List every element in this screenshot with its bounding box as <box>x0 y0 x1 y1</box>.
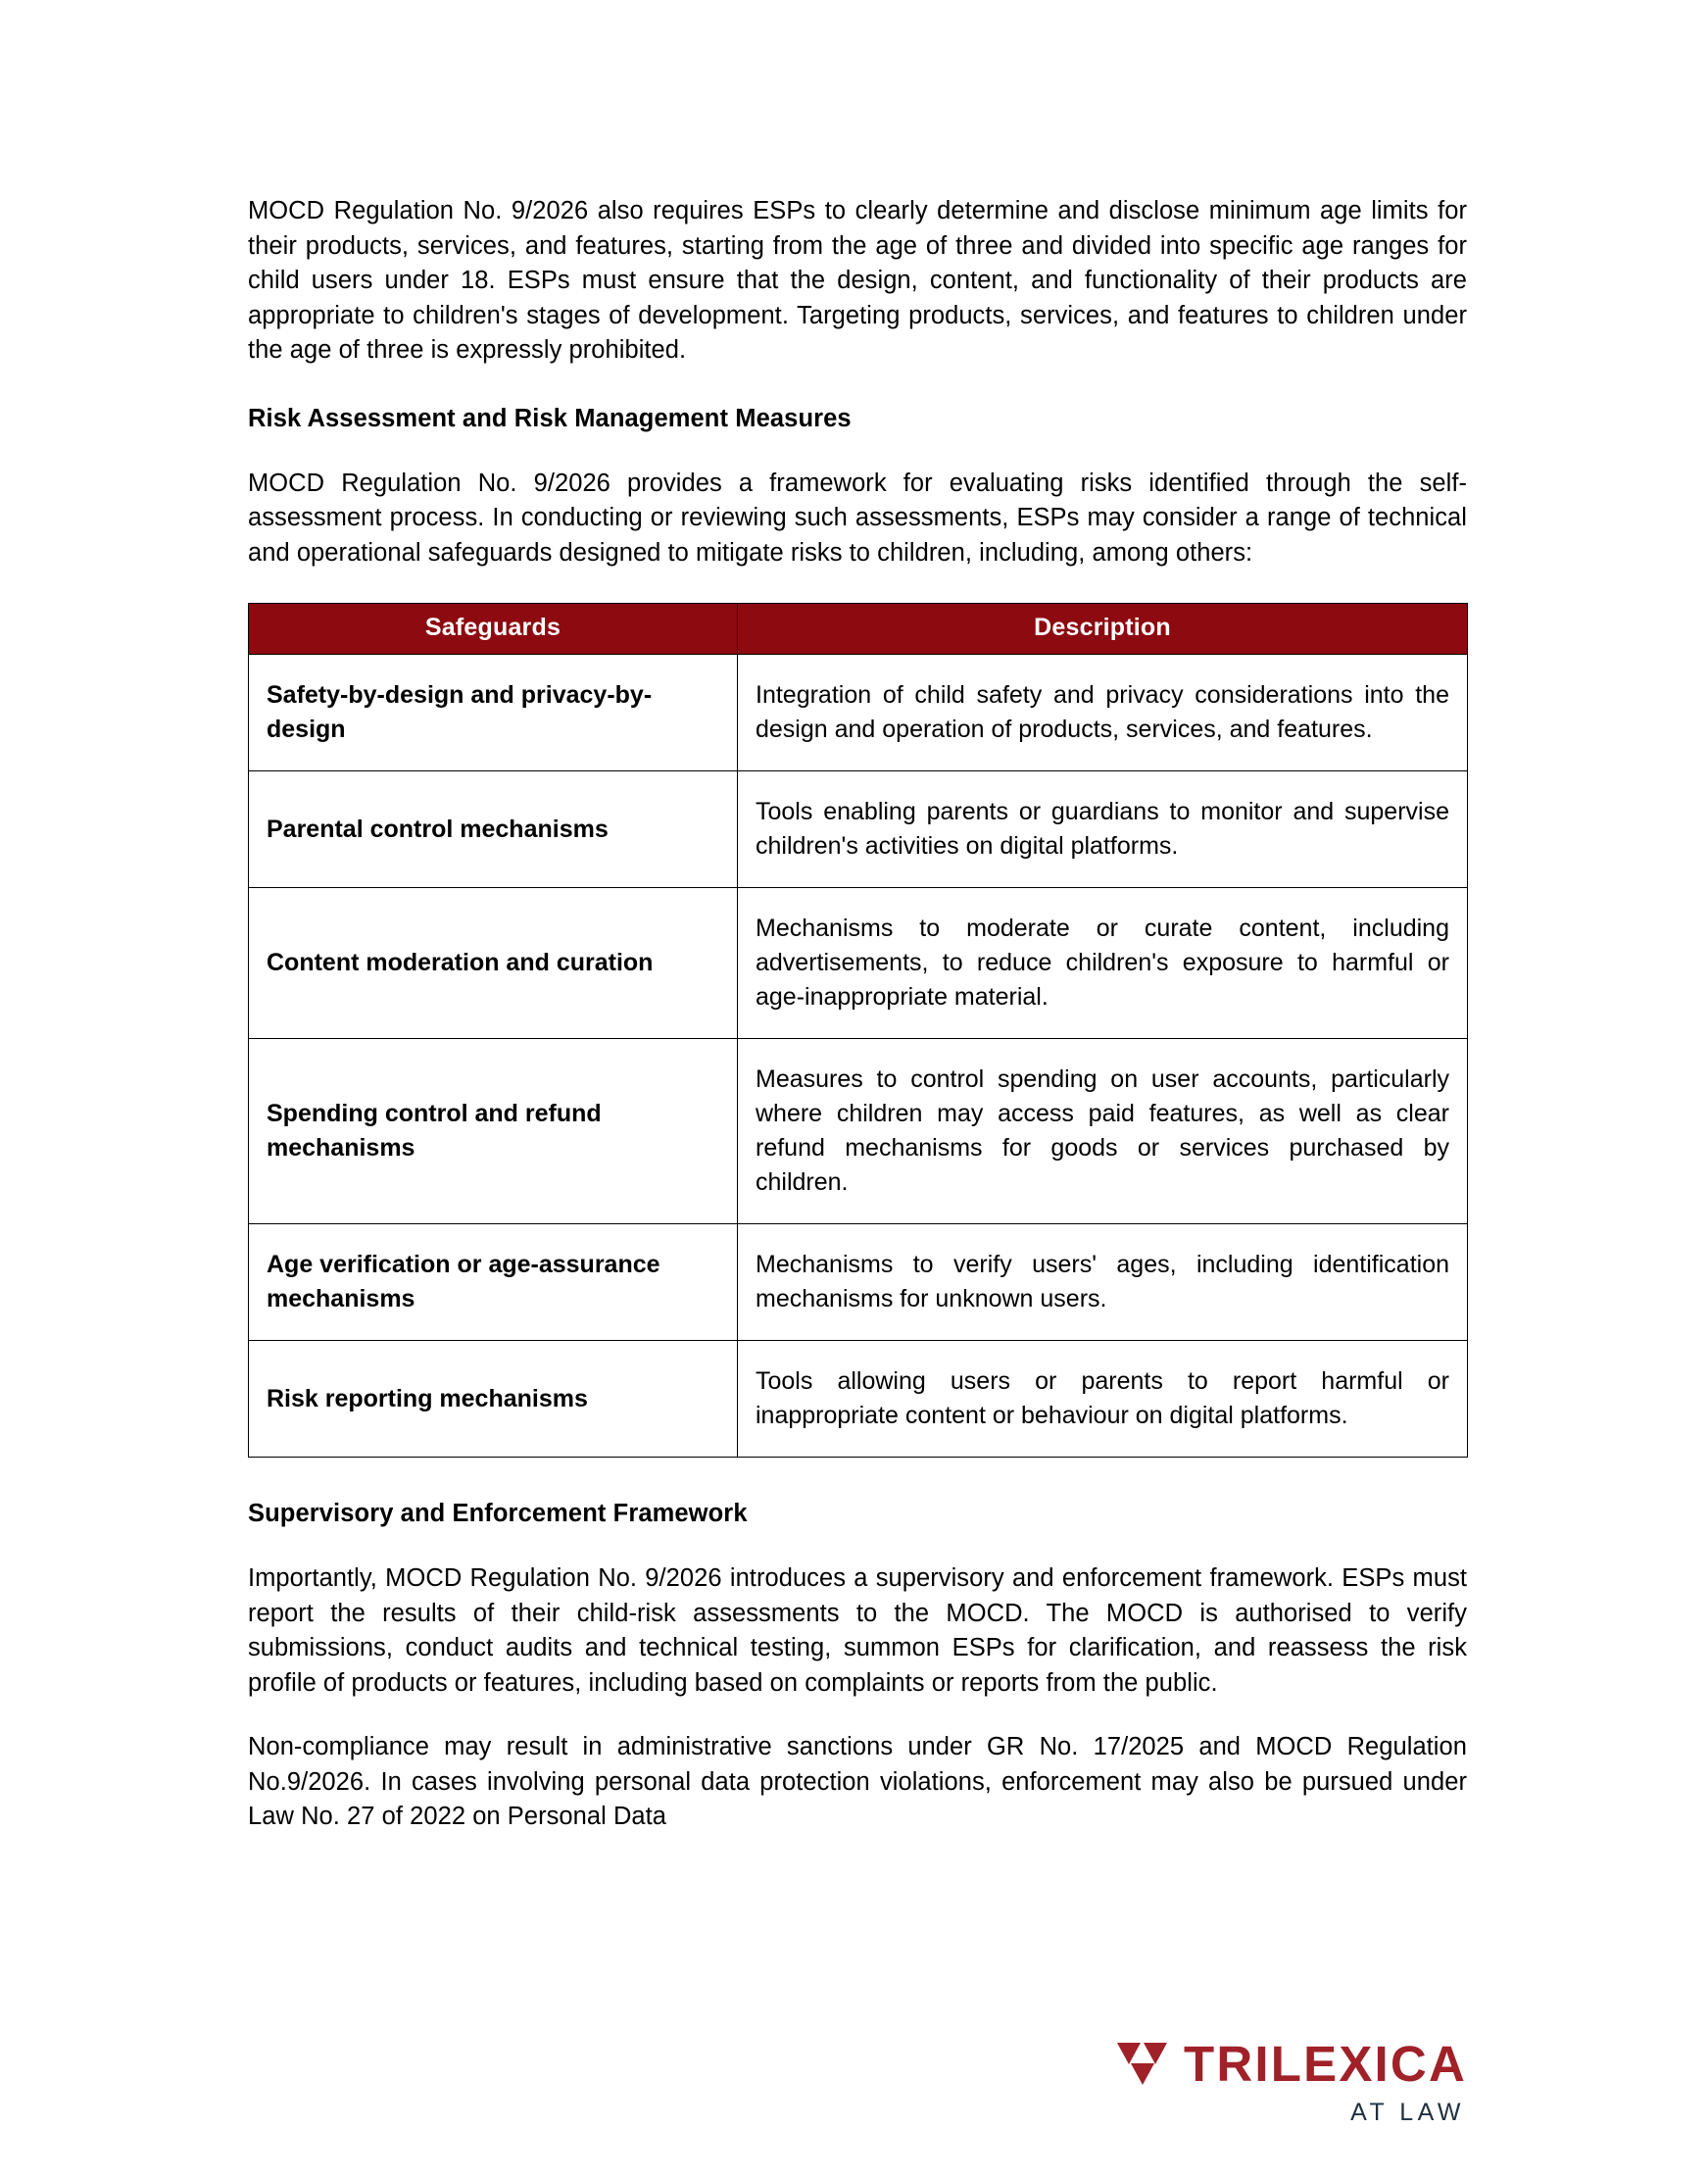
document-content <box>248 194 1467 1835</box>
spacer <box>248 435 1467 467</box>
table-row <box>249 1224 1468 1341</box>
heading-risk-assessment: Risk Assessment and Risk Management Measures <box>248 404 852 432</box>
heading-supervisory-enforcement: Supervisory and Enforcement Framework <box>248 1500 748 1527</box>
cell-safeguard: Content moderation and curation <box>249 888 738 1039</box>
triangle-left-icon <box>1117 2043 1141 2064</box>
logo-tagline: AT LAW <box>1350 2099 1465 2126</box>
column-header-safeguards: Safeguards <box>249 604 738 655</box>
triangle-right-icon <box>1144 2043 1167 2064</box>
enforcement-paragraph-one: Importantly, MOCD Regulation No. 9/2026 introduces a supervisory and enforcement framework. ESPs must report the results of their child-risk assessments to the MOCD. The MOCD is authorised to verify submissions, conduct audits and technical testing, summon ESPs for clarification, and reassess the risk profile of products or features, including based on complaints or reports from the public. <box>248 1564 1467 1697</box>
cell-safeguard: Safety-by-design and privacy-by-design <box>249 655 738 771</box>
table-row <box>249 771 1468 888</box>
trilexica-triangles-icon <box>1117 2043 1168 2086</box>
safeguards-table <box>248 603 1468 1458</box>
table-row <box>249 1341 1468 1458</box>
spacer <box>248 1701 1467 1730</box>
cell-safeguard: Parental control mechanisms <box>249 771 738 888</box>
table-head <box>249 604 1468 655</box>
cell-description: Tools allowing users or parents to report harmful or inappropriate content or behaviour on digital platforms. <box>738 1341 1468 1458</box>
spacer <box>248 369 1467 402</box>
logo-wordmark: TRILEXICA <box>1184 2036 1467 2092</box>
cell-description: Measures to control spending on user accounts, particularly where children may access paid features, as well as clear refund mechanisms for goods or services purchased by children. <box>738 1039 1468 1224</box>
spacer <box>248 570 1467 603</box>
logo-row <box>1117 2036 1467 2092</box>
triangle-bottom-icon <box>1131 2063 1154 2085</box>
intro-paragraph: MOCD Regulation No. 9/2026 also requires ESPs to clearly determine and disclose minimum age limits for their products, services, and features, starting from the age of three and divided into specific age ranges for child users under 18. ESPs must ensure that the design, content, and functionality of their products are appropriate to children's stages of development. Targeting products, services, and features to children under the age of three is expressly prohibited. <box>248 197 1467 364</box>
risk-assessment-paragraph: MOCD Regulation No. 9/2026 provides a framework for evaluating risks identified through the self-assessment process. In conducting or reviewing such assessments, ESPs may consider a range of technical and operational safeguards designed to mitigate risks to children, including, among others: <box>248 469 1467 567</box>
column-header-description: Description <box>738 604 1468 655</box>
cell-description: Integration of child safety and privacy considerations into the design and operation of products, services, and features. <box>738 655 1468 771</box>
cell-safeguard: Spending control and refund mechanisms <box>249 1039 738 1224</box>
table-header-row <box>249 604 1468 655</box>
cell-description: Mechanisms to verify users' ages, including identification mechanisms for unknown users. <box>738 1224 1468 1341</box>
cell-safeguard: Age verification or age-assurance mechanisms <box>249 1224 738 1341</box>
spacer <box>248 1530 1467 1561</box>
spacer <box>248 1458 1467 1497</box>
table-row <box>249 655 1468 771</box>
footer-logo <box>1117 2036 1467 2126</box>
table-row <box>249 888 1468 1039</box>
cell-safeguard: Risk reporting mechanisms <box>249 1341 738 1458</box>
table-row <box>249 1039 1468 1224</box>
enforcement-paragraph-two: Non-compliance may result in administrative sanctions under GR No. 17/2025 and MOCD Regulation No.9/2026. In cases involving personal data protection violations, enforcement may also be pursued under Law No. 27 of 2022 on Personal Data <box>248 1733 1467 1830</box>
cell-description: Tools enabling parents or guardians to monitor and supervise children's activities on digital platforms. <box>738 771 1468 888</box>
cell-description: Mechanisms to moderate or curate content, including advertisements, to reduce children's exposure to harmful or age-inappropriate material. <box>738 888 1468 1039</box>
table-body <box>249 655 1468 1458</box>
